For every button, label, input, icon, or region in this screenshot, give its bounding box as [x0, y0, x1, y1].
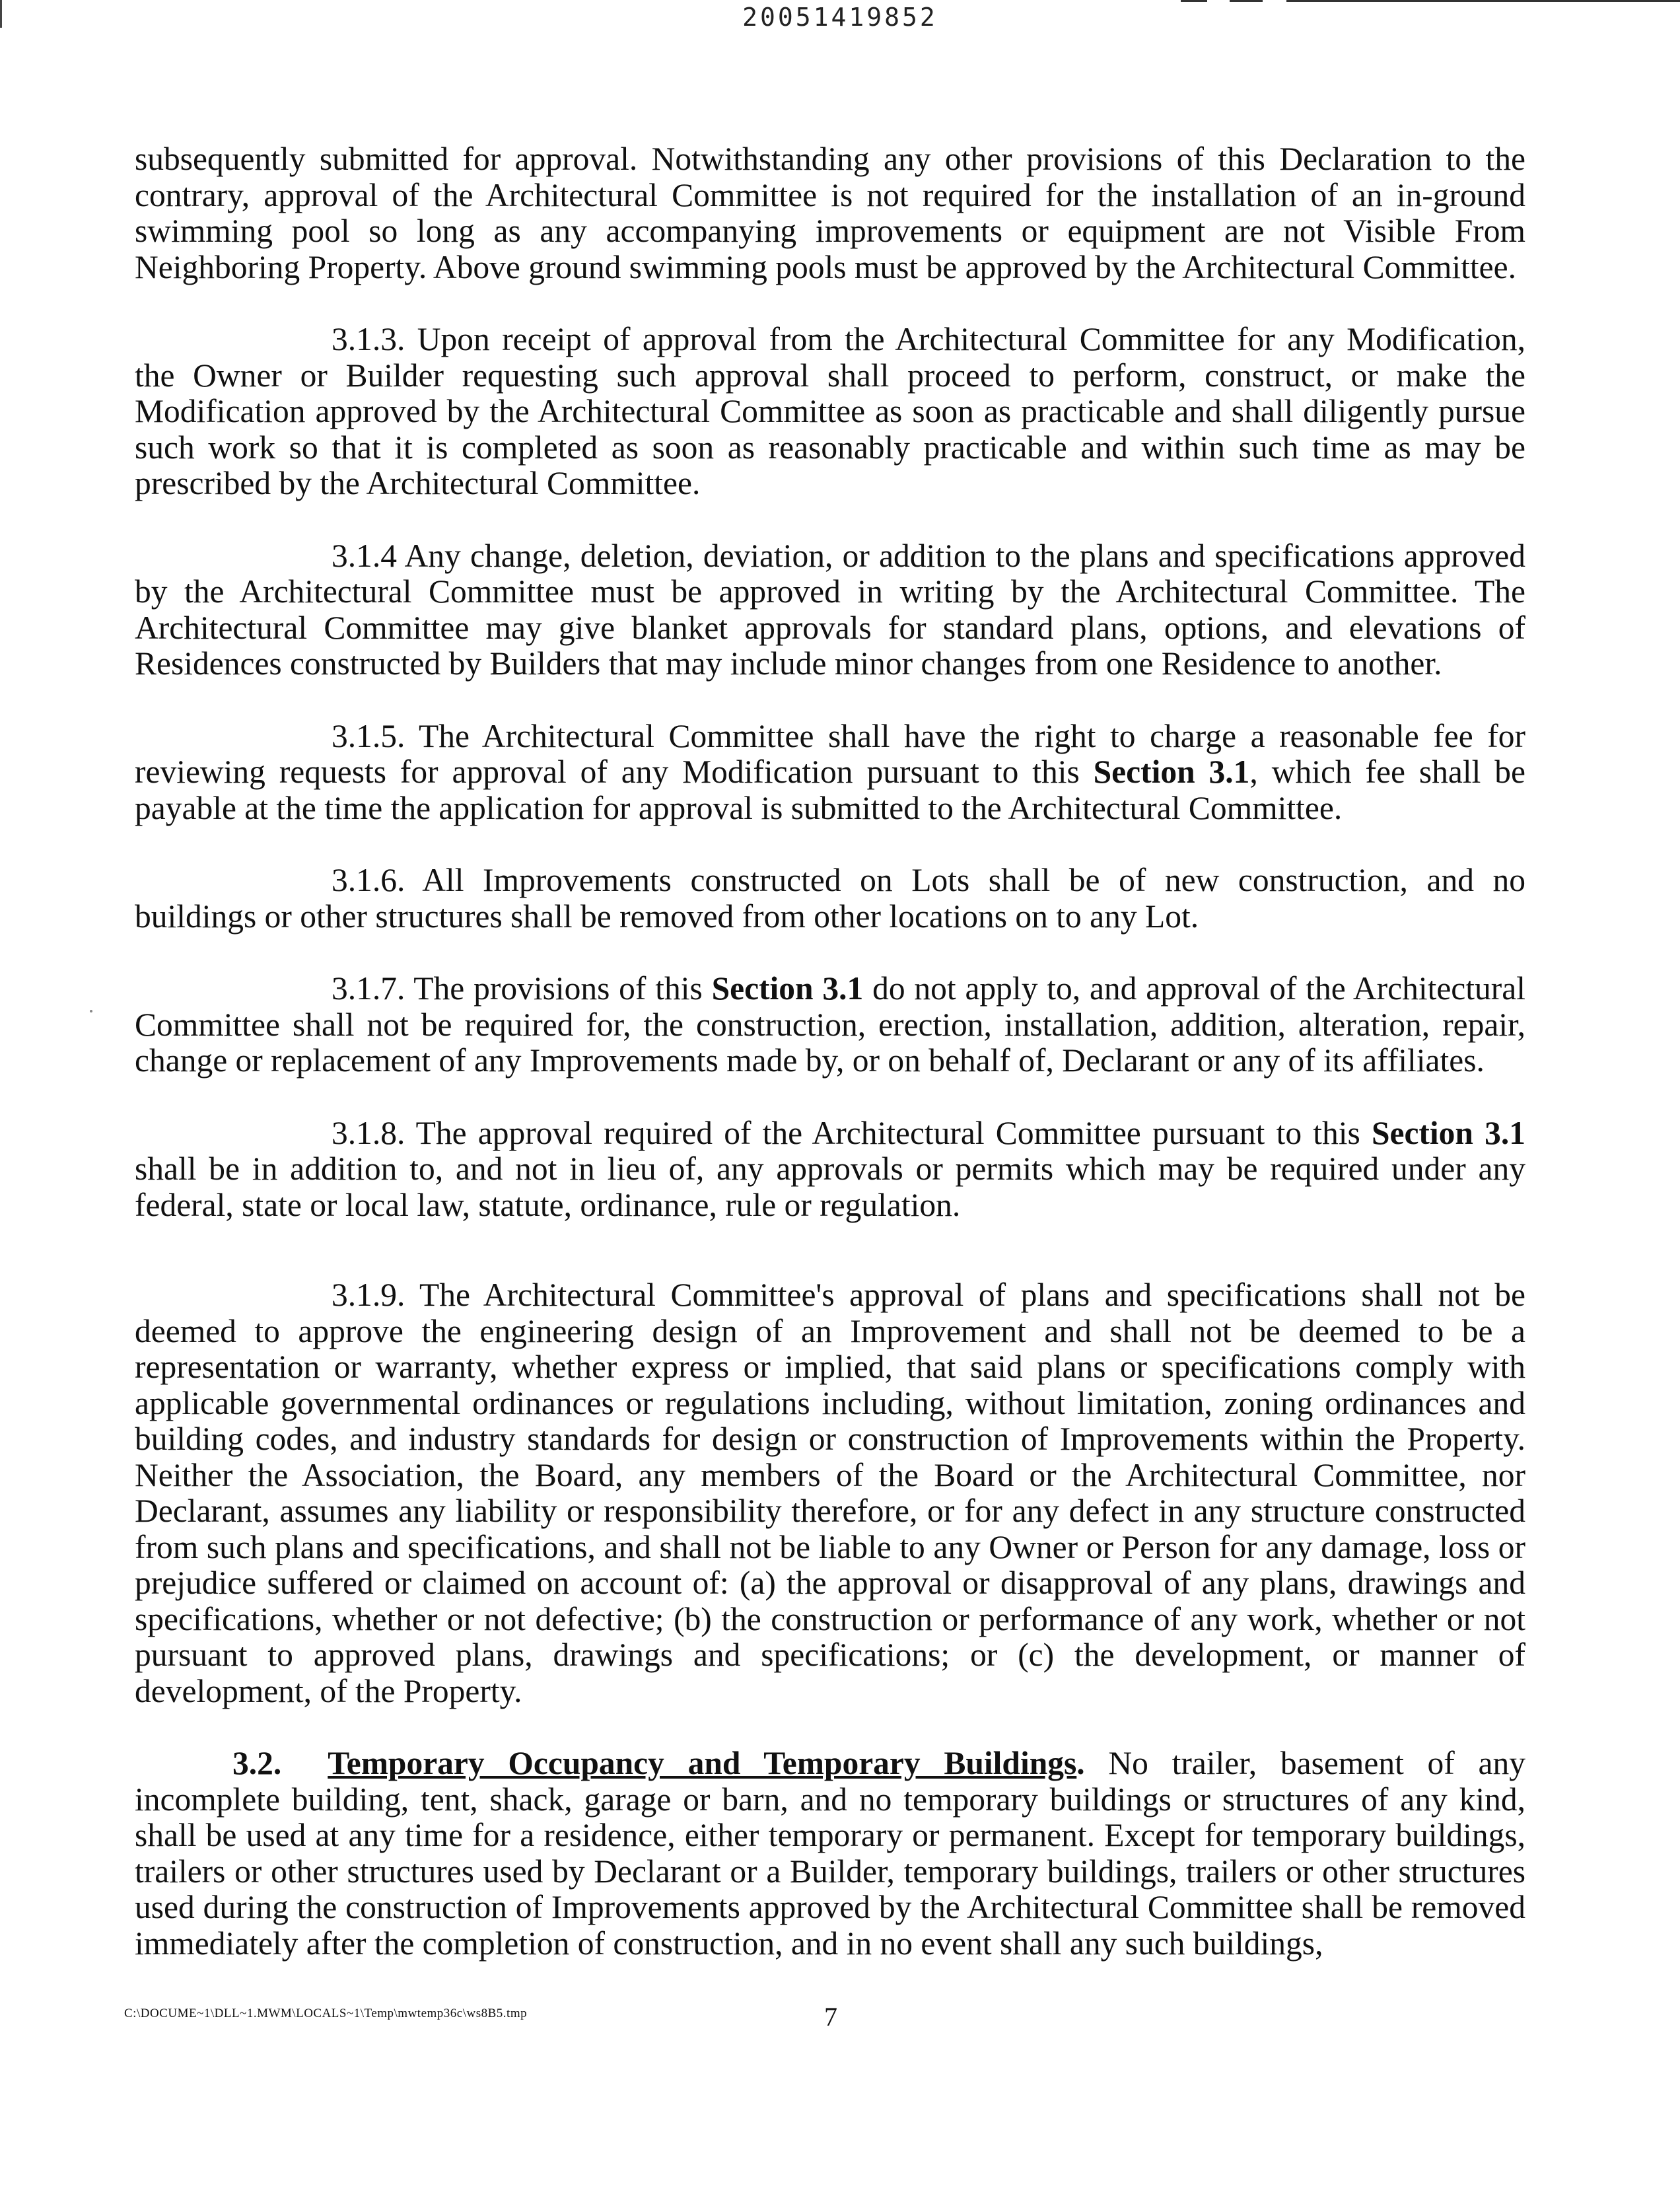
document-body: [135, 141, 1525, 1962]
paragraph-3-1-4: 3.1.4 Any change, deletion, deviation, or addition to the plans and specifications approved by the Architectural Committee must be approved in writing by the Architectural Committee. The Architectural Committee may give blanket approvals for standard plans, options, and elevations of Residences constructed by Builders that may include minor changes from one Residence to another.: [135, 537, 1525, 682]
paragraph-3-1-3: 3.1.3. Upon receipt of approval from the Architectural Committee for any Modification, the Owner or Builder requesting such approval shall proceed to perform, construct, or make the Modification approved by the Architectural Committee as soon as practicable and shall diligently pursue such work so that it is completed as soon as reasonably practicable and within such time as may be prescribed by the Architectural Committee.: [135, 321, 1525, 501]
paragraph-3-1-5: 3.1.5. The Architectural Committee shall have the right to charge a reasonable fee for reviewing requests for approval of any Modification pursuant to this Section 3.1, which fee shall be payable at the time the application for approval is submitted to the Architectural Committee.: [135, 717, 1525, 826]
section-reference: Section 3.1: [1093, 754, 1250, 790]
paragraph-continuation: subsequently submitted for approval. Notwithstanding any other provisions of this Declaration to the contrary, approval of the Architectural Committee is not required for the installation of an in-ground swimming pool so long as any accompanying improvements or equipment are not Visible From Neighboring Property. Above ground swimming pools must be approved by the Architectural Committee.: [135, 141, 1525, 285]
page-number: 7: [824, 2002, 837, 2032]
paragraph-3-1-7: 3.1.7. The provisions of this Section 3.1 do not apply to, and approval of the Architectural Committee shall not be required for, the construction, erection, installation, addition, alteration, repair, change or replacement of any Improvements made by, or on behalf of, Declarant or any of its affiliates.: [135, 970, 1525, 1079]
section-reference: Section 3.1: [711, 970, 864, 1007]
paragraph-3-1-8: 3.1.8. The approval required of the Architectural Committee pursuant to this Section 3.1 shall be in addition to, and not in lieu of, any approvals or permits which may be required under any federal, state or local law, statute, ordinance, rule or regulation.: [135, 1114, 1525, 1223]
scan-speck: [90, 1010, 92, 1012]
scan-edge-mark: [1230, 0, 1263, 2]
footer-file-path: C:\DOCUME~1\DLL~1.MWM\LOCALS~1\Temp\mwtemp36c\ws8B5.tmp: [124, 2006, 528, 2020]
paragraph-3-1-6: 3.1.6. All Improvements constructed on Lots shall be of new construction, and no buildings or other structures shall be removed from other locations on to any Lot.: [135, 862, 1525, 935]
section-number: 3.2.: [232, 1745, 282, 1781]
document-number: 20051419852: [742, 3, 938, 32]
section-3-2: 3.2. Temporary Occupancy and Temporary Buildings. No trailer, basement of any incomplete building, tent, shack, garage or barn, and no temporary buildings or structures of any kind, shall be used at any time for a residence, either temporary or permanent. Except for temporary buildings, trailers or other structures used by Declarant or a Builder, temporary buildings, trailers or other structures used during the construction of Improvements approved by the Architectural Committee shall be removed immediately after the completion of construction, and in no event shall any such buildings,: [135, 1745, 1525, 1962]
paragraph-3-1-9: 3.1.9. The Architectural Committee's approval of plans and specifications shall not be deemed to approve the engineering design of an Improvement and shall not be deemed to be a representation or warranty, whether express or implied, that said plans or specifications comply with applicable governmental ordinances or regulations including, without limitation, zoning ordinances and building codes, and industry standards for design or construction of Improvements within the Property. Neither the Association, the Board, any members of the Board or the Architectural Committee, nor Declarant, assumes any liability or responsibility therefore, or for any defect in any structure constructed from such plans and specifications, and shall not be liable to any Owner or Person for any damage, loss or prejudice suffered or claimed on account of: (a) the approval or disapproval of any plans, drawings and specifications, whether or not defective; (b) the construction or performance of any work, whether or not pursuant to approved plans, drawings and specifications; or (c) the development, or manner of development, of the Property.: [135, 1277, 1525, 1709]
section-reference: Section 3.1: [1371, 1114, 1525, 1151]
section-title: Temporary Occupancy and Temporary Buildings: [328, 1745, 1077, 1781]
scan-edge-mark: [1181, 0, 1207, 2]
scan-edge-mark: [1286, 0, 1680, 2]
